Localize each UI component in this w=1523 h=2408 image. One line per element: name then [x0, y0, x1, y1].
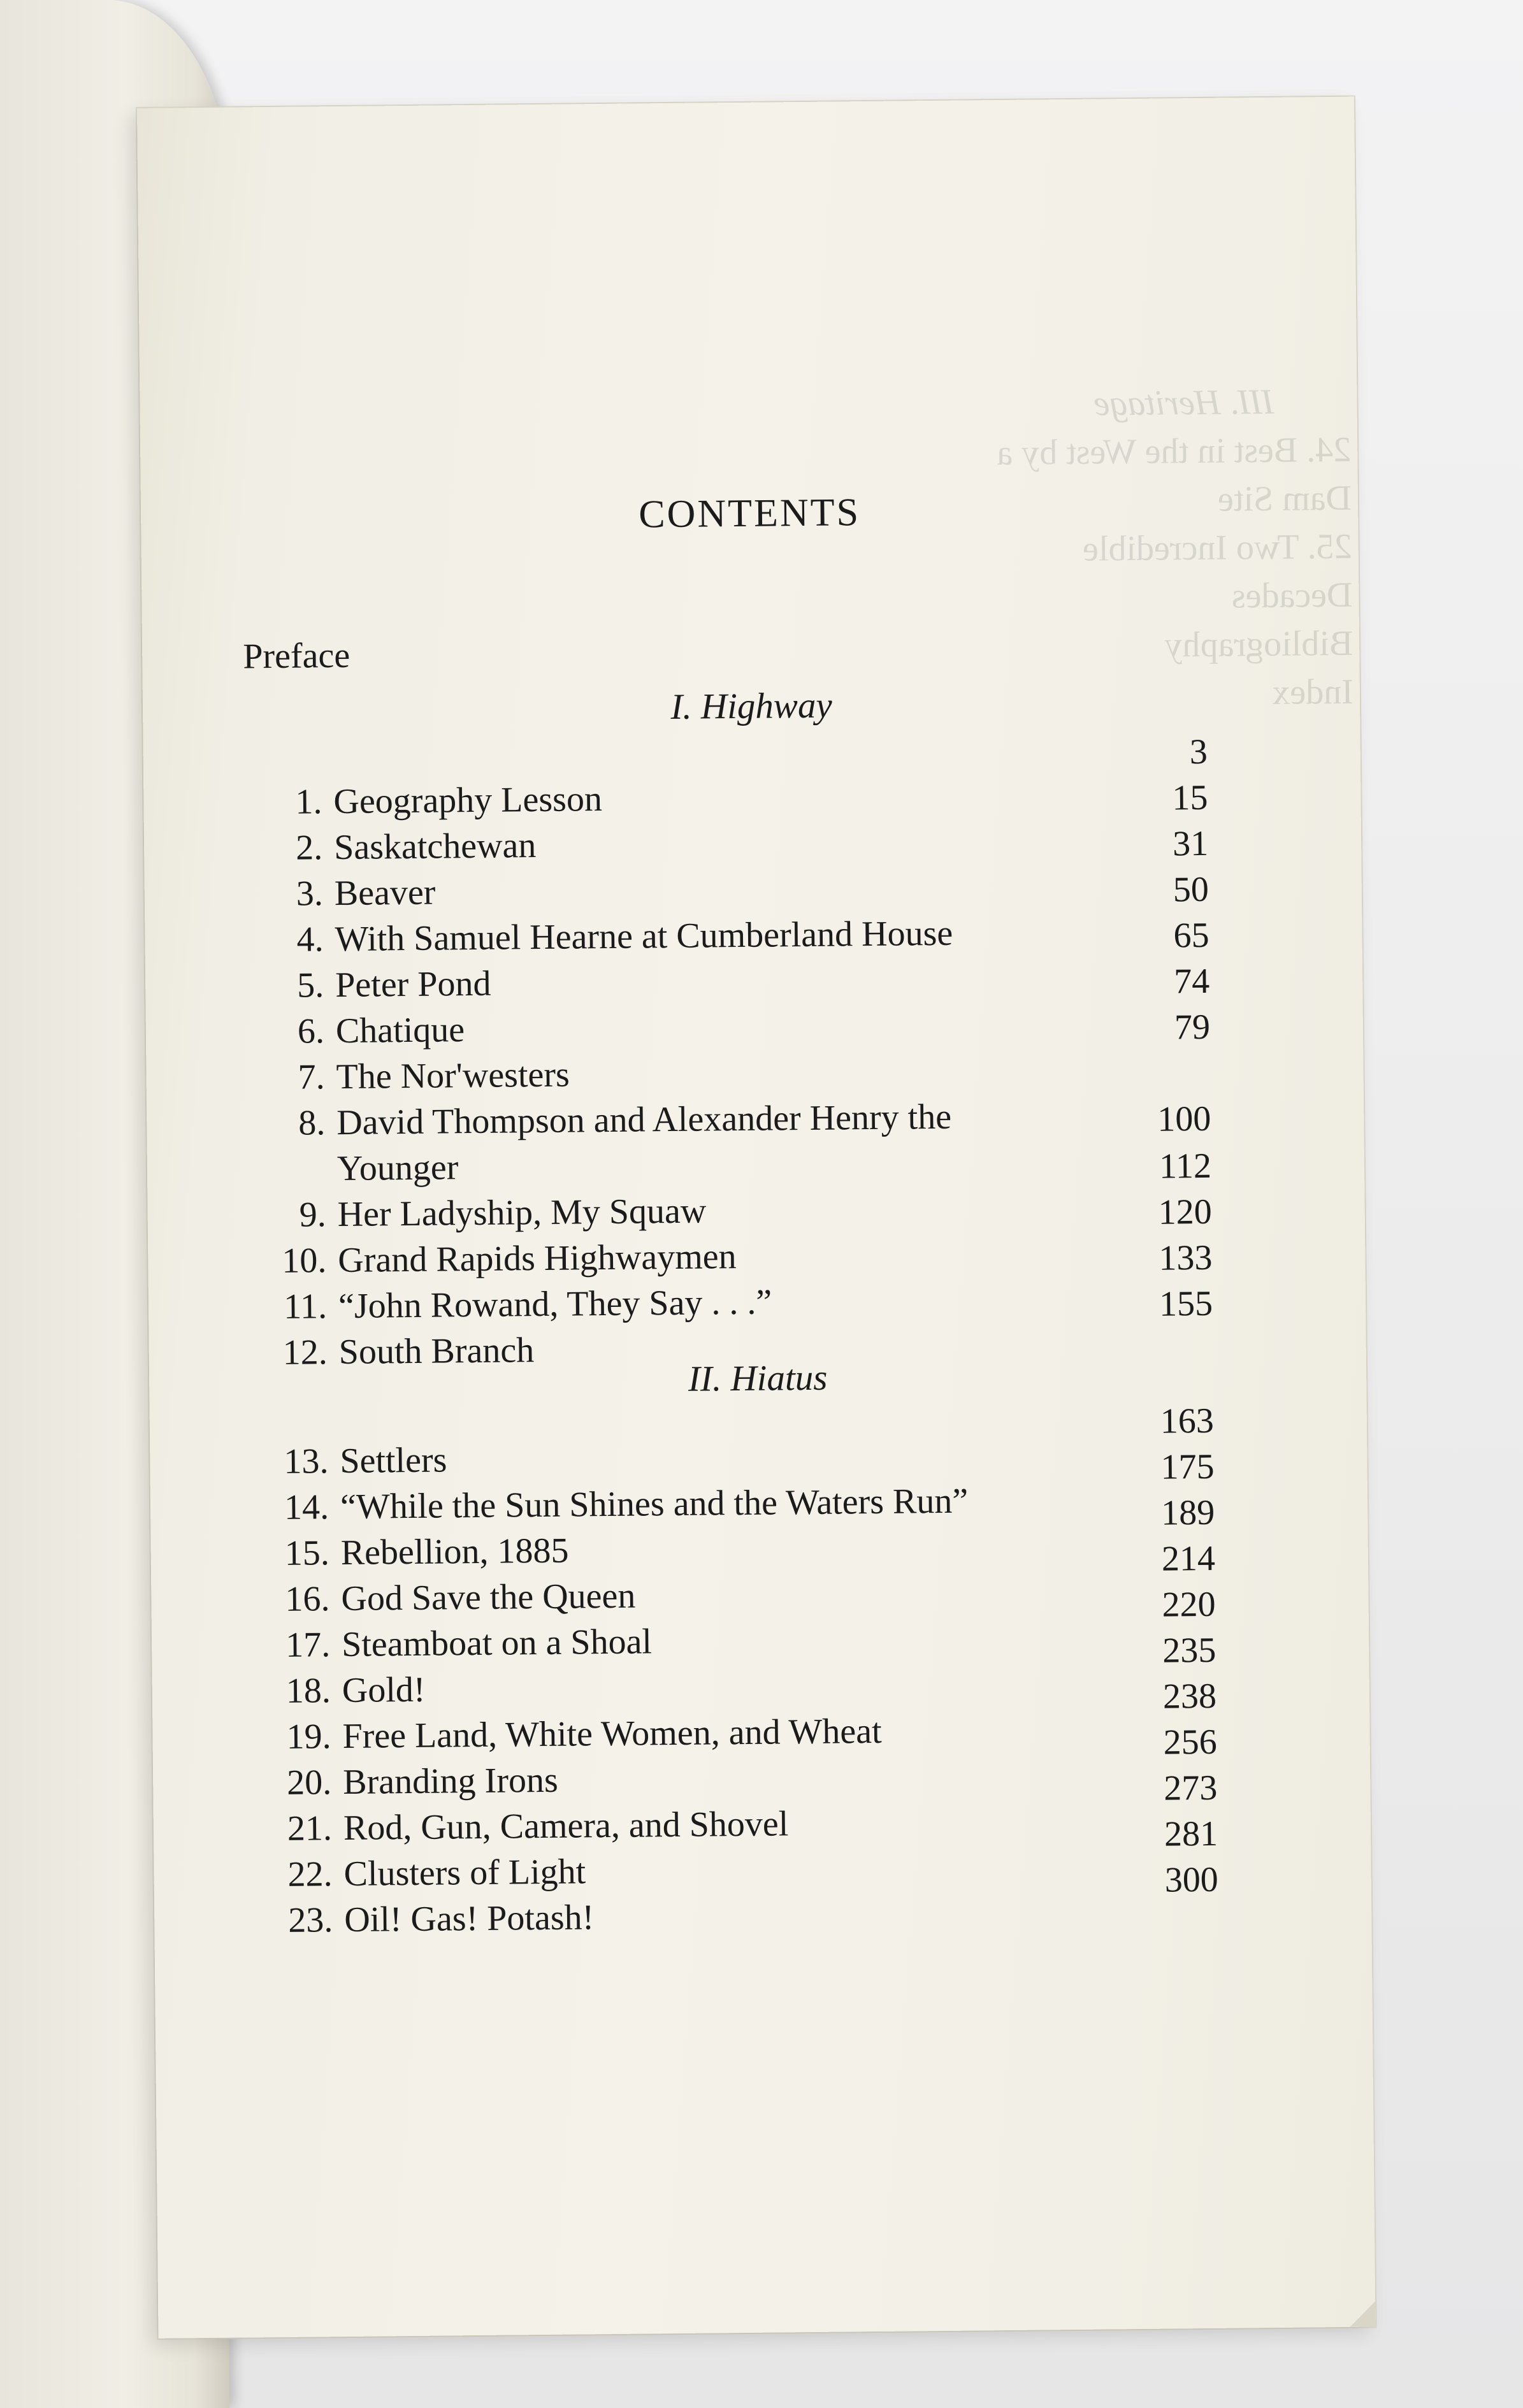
- entry-title-continued: Younger: [336, 1148, 459, 1189]
- entry-number: 13.: [284, 1441, 329, 1482]
- page-number: 79: [1174, 1007, 1211, 1048]
- part-heading-highway: I. Highway: [670, 685, 833, 728]
- page-number: 31: [1172, 823, 1209, 864]
- bleed-through-text: [968, 377, 1353, 720]
- entry-title: With Samuel Hearne at Cumberland House: [335, 913, 953, 960]
- bleed-line: 25. Two Incredible Decades: [1082, 526, 1353, 616]
- entry-number: 2.: [295, 828, 323, 868]
- page-number: 50: [1173, 869, 1209, 910]
- entry-title: Grand Rapids Highwaymen: [338, 1237, 737, 1281]
- entry-number: 20.: [286, 1763, 332, 1803]
- entry-title: Rod, Gun, Camera, and Shovel: [343, 1804, 789, 1849]
- bleed-heading: III. Heritage: [1094, 382, 1274, 424]
- page-number: 189: [1160, 1492, 1215, 1533]
- entry-number: 21.: [287, 1808, 333, 1849]
- entry-title: Beaver: [334, 872, 436, 914]
- page-number: 120: [1158, 1192, 1212, 1232]
- entry-title: Settlers: [340, 1440, 447, 1482]
- page-corner: [1350, 2302, 1375, 2327]
- entry-number: 14.: [284, 1487, 329, 1527]
- preface-entry: Preface: [242, 635, 350, 677]
- entry-number: 18.: [285, 1671, 331, 1711]
- entry-number: 10.: [282, 1241, 327, 1281]
- page-number: 155: [1158, 1283, 1213, 1324]
- page-number: 238: [1162, 1676, 1217, 1717]
- page-number: 214: [1161, 1538, 1216, 1579]
- entry-title: Peter Pond: [335, 963, 491, 1006]
- entry-title: Oil! Gas! Potash!: [344, 1898, 595, 1940]
- bleed-line: Index: [1272, 672, 1354, 712]
- entry-number: 12.: [282, 1332, 328, 1373]
- entry-number: 1.: [295, 782, 322, 822]
- part-heading-hiatus: II. Hiatus: [688, 1357, 828, 1399]
- book-page: [137, 97, 1376, 2339]
- entry-title: David Thompson and Alexander Henry the: [336, 1097, 952, 1143]
- entry-title: The Nor'westers: [336, 1055, 570, 1097]
- entry-title: Gold!: [342, 1669, 426, 1711]
- page-number: 300: [1164, 1859, 1219, 1900]
- page-number: 220: [1162, 1584, 1216, 1625]
- page-number: 65: [1173, 915, 1209, 956]
- entry-number: 22.: [287, 1854, 333, 1894]
- entry-number: 6.: [297, 1011, 325, 1051]
- entry-number: 9.: [299, 1195, 326, 1235]
- page-number: 3: [1189, 732, 1208, 772]
- entry-number: 5.: [296, 965, 324, 1006]
- page-number: 235: [1162, 1630, 1216, 1671]
- entry-number: 3.: [296, 874, 324, 914]
- entry-title: Rebellion, 1885: [340, 1531, 569, 1573]
- page-number: 74: [1173, 961, 1210, 1002]
- page-number: 163: [1160, 1401, 1215, 1441]
- entry-title: “John Rowand, They Say . . .”: [338, 1282, 772, 1327]
- entry-number: 19.: [286, 1717, 331, 1757]
- page-number: 112: [1158, 1146, 1212, 1186]
- page-number: 281: [1164, 1813, 1218, 1854]
- entry-title: Her Ladyship, My Squaw: [337, 1191, 707, 1235]
- entry-number: 17.: [285, 1625, 331, 1665]
- page-number: 15: [1172, 777, 1208, 818]
- contents-heading: CONTENTS: [638, 491, 861, 537]
- entry-title: Branding Irons: [342, 1760, 559, 1803]
- entry-number: 16.: [285, 1579, 330, 1619]
- page-number: 175: [1160, 1446, 1215, 1487]
- entry-title: God Save the Queen: [341, 1576, 636, 1619]
- page-number: 133: [1158, 1237, 1213, 1278]
- entry-number: 8.: [298, 1103, 326, 1143]
- entry-title: Chatique: [335, 1010, 465, 1051]
- entry-title: “While the Sun Shines and the Waters Run”: [340, 1481, 969, 1527]
- entry-title: Geography Lesson: [333, 779, 603, 822]
- entry-number: 15.: [284, 1533, 330, 1573]
- entry-title: South Branch: [338, 1330, 535, 1373]
- page-number: 100: [1157, 1099, 1211, 1139]
- page-number: 273: [1164, 1768, 1218, 1808]
- page-number: 256: [1163, 1722, 1217, 1763]
- entry-title: Saskatchewan: [333, 826, 537, 868]
- entry-title: Steamboat on a Shoal: [341, 1622, 653, 1665]
- bleed-line: 24. Best in the West by a Dam Site: [997, 429, 1352, 519]
- entry-title: Free Land, White Women, and Wheat: [342, 1711, 882, 1757]
- entry-number: 7.: [298, 1057, 325, 1097]
- bleed-line: Bibliography: [1164, 623, 1353, 665]
- entry-number: 4.: [296, 919, 324, 960]
- entry-title: Clusters of Light: [343, 1852, 586, 1894]
- entry-number: 11.: [283, 1287, 328, 1327]
- entry-number: 23.: [288, 1900, 333, 1940]
